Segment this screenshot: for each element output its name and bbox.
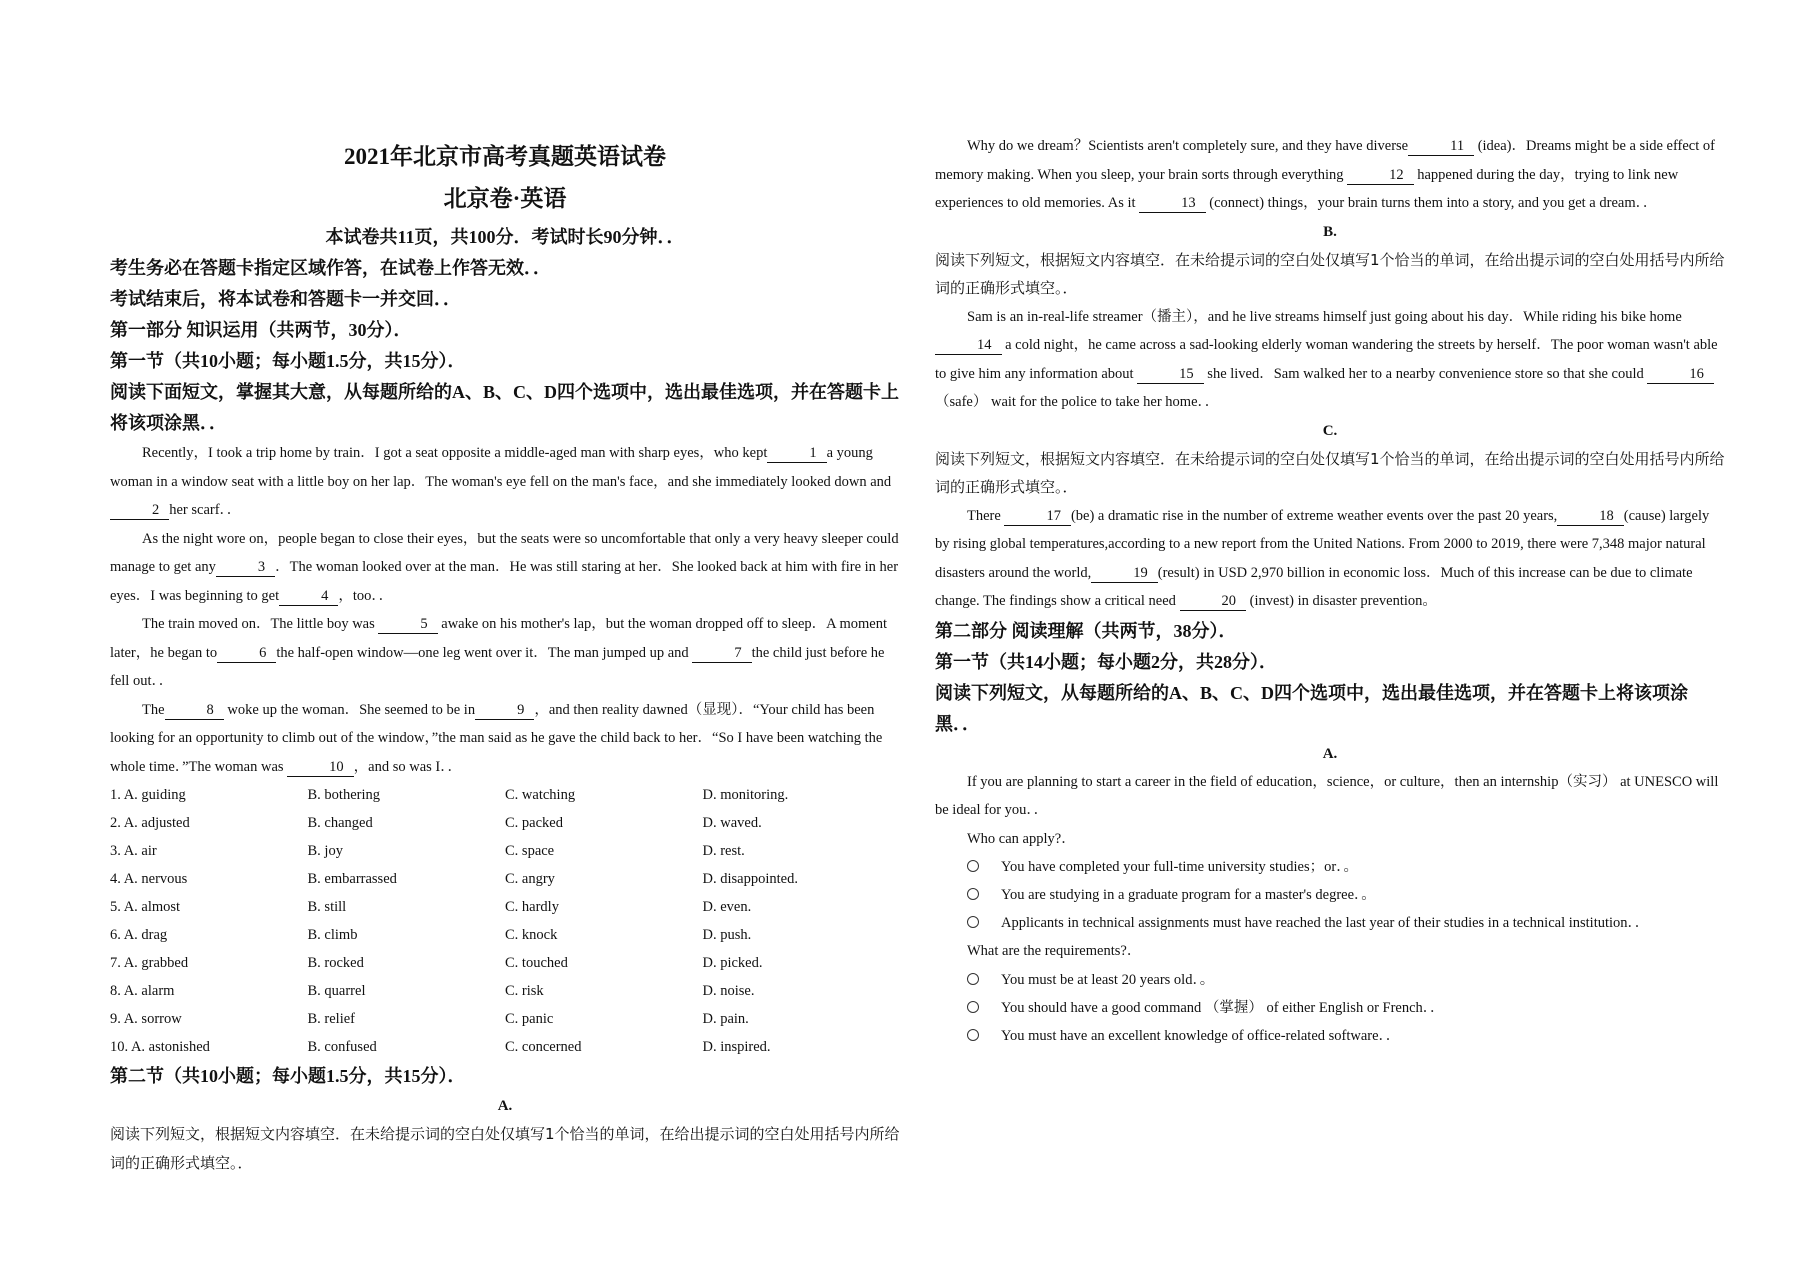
cloze-paragraph-1: Recently，I took a trip home by train．I got a seat opposite a middle-aged man with sharp eyes，who kept 1 a young woman in a window seat with a little boy on her lap．The woman's eye fell on the man's face，and she immediately looked down and2 her scarf．． — [110, 445, 892, 518]
blank-11: 11 — [1408, 137, 1474, 156]
option-cell: 4. A. nervous — [110, 871, 188, 887]
list-item: You must be at least 20 years old．。 — [935, 966, 1725, 994]
blank-1: 1 — [767, 444, 826, 463]
right-column — [935, 132, 1725, 1050]
option-cell: C. risk — [505, 983, 544, 999]
option-cell: C. watching — [505, 787, 576, 803]
passage-b-text: Sam is an in-real-life streamer（播主），and he live streams himself just going about his day．While riding his bike home 14 a cold night，he came across a sad-looking elderly woman wandering the streets by herself．The poor woman wasn't able to give him any information about 15 she lived．Sam walked her to a nearby convenience store so that she could 16 （safe） wait for the police to take her home．． — [935, 308, 1718, 410]
option-cell: 7. A. grabbed — [110, 955, 189, 971]
option-cell: D. pain. — [702, 1011, 749, 1027]
option-cell: 2. A. adjusted — [110, 815, 190, 831]
option-cell: 5. A. almost — [110, 899, 181, 915]
option-cell: B. changed — [307, 815, 373, 831]
option-row — [110, 1005, 900, 1033]
option-cell: D. picked. — [702, 955, 763, 971]
option-cell: C. hardly — [505, 899, 559, 915]
reading-a-intro: If you are planning to start a career in the field of education，science，or culture，then an internship（实习） at UNESCO will be ideal for you．． — [935, 773, 1719, 818]
option-cell: C. touched — [505, 955, 568, 971]
blank-10: 10 — [287, 758, 354, 777]
option-cell: 8. A. alarm — [110, 983, 175, 999]
option-cell: C. space — [505, 843, 555, 859]
blank-9: 9 — [475, 701, 534, 720]
option-cell: 9. A. sorrow — [110, 1011, 182, 1027]
option-cell: B. embarrassed — [307, 871, 397, 887]
blank-7: 7 — [692, 644, 751, 663]
list-item: You are studying in a graduate program for a master's degree．。 — [935, 881, 1725, 909]
passage-a-label: A. — [497, 1098, 513, 1114]
part1-heading: 第一部分 知识运用（共两节，30分）． — [110, 320, 412, 340]
left-column — [110, 130, 900, 1177]
reading-a-label: A. — [1322, 745, 1338, 762]
list-item: You must have an excellent knowledge of office-related software．． — [935, 1022, 1725, 1050]
blank-13: 13 — [1139, 194, 1206, 213]
option-row — [110, 893, 900, 921]
option-cell: 1. A. guiding — [110, 787, 186, 803]
option-row — [110, 949, 900, 977]
part2-instructions: 阅读下列短文，从每题所给的A、B、C、D四个选项中，选出最佳选项，并在答题卡上将该项涂黑．． — [935, 682, 1688, 734]
option-cell: D. noise. — [702, 983, 755, 999]
option-cell: 6. A. drag — [110, 927, 168, 943]
radio-bullet-icon — [967, 916, 979, 928]
option-cell: B. climb — [307, 927, 358, 943]
passage-a-instructions: 阅读下列短文，根据短文内容填空．在未给提示词的空白处仅填写1个恰当的单词，在给出提示词的空白处用括号内所给词的正确形式填空。． — [110, 1125, 900, 1172]
blank-19: 19 — [1091, 564, 1158, 583]
list-item: Applicants in technical assignments must have reached the last year of their studies in a technical institution．． — [935, 909, 1725, 937]
option-cell: D. even. — [702, 899, 752, 915]
blank-17: 17 — [1004, 507, 1071, 526]
options-table — [110, 781, 900, 1061]
cloze-paragraph-4: The 8 woke up the woman．She seemed to be in 9 ，and then reality dawned（显现）．“Your child has been looking for an opportunity to climb out of the window，”the man said as he gave the child back to her．“So I have been watching the whole time．”The woman was 10 ，and so was I．． — [110, 701, 883, 775]
radio-bullet-icon — [967, 973, 979, 985]
option-cell: C. packed — [505, 815, 563, 831]
who-can-apply-list — [935, 853, 1725, 937]
blank-18: 18 — [1557, 507, 1624, 526]
option-cell: 3. A. air — [110, 843, 157, 859]
cloze-paragraph-2: As the night wore on，people began to close their eyes，but the seats were so uncomfortable that only a very heavy sleeper could manage to get any 3 ．The woman looked over at the man．He was still staring at her．She looked back at him with fire in her eyes．I was beginning to get 4 ，too．． — [110, 530, 899, 604]
blank-5: 5 — [378, 615, 437, 634]
who-can-apply-heading: Who can apply?． — [967, 830, 1076, 847]
option-cell: B. bothering — [307, 787, 380, 803]
passage-c-text: There 17 (be) a dramatic rise in the number of extreme weather events over the past 20 years, 18 (cause) largely by rising global temperatures,according to a new report from the United Nations. From 2000 to 2019, there were 7,348 major natural disasters around the world, 19 (result) in USD 2,970 billion in economic loss．Much of this increase can be due to climate change. The findings show a critical need 20 (invest) in disaster prevention。 — [935, 507, 1710, 609]
option-cell: C. panic — [505, 1011, 554, 1027]
option-cell: B. relief — [307, 1011, 356, 1027]
option-cell: B. still — [307, 899, 347, 915]
blank-3: 3 — [216, 558, 275, 577]
option-row — [110, 837, 900, 865]
option-row — [110, 781, 900, 809]
blank-4: 4 — [279, 587, 338, 606]
radio-bullet-icon — [967, 1029, 979, 1041]
option-row — [110, 977, 900, 1005]
option-cell: D. disappointed. — [702, 871, 798, 887]
option-row — [110, 865, 900, 893]
part1-section1-heading: 第一节（共10小题；每小题1.5分，共15分）． — [110, 351, 466, 371]
part2-section1-heading: 第一节（共14小题；每小题2分，共28分）． — [935, 651, 1277, 672]
option-cell: D. rest. — [702, 843, 745, 859]
option-cell: D. waved. — [702, 815, 762, 831]
blank-12: 12 — [1347, 166, 1414, 185]
option-cell: C. angry — [505, 871, 555, 887]
exam-info-return: 考试结束后，将本试卷和答题卡一并交回．． — [110, 289, 461, 309]
blank-16: 16 — [1647, 365, 1714, 384]
radio-bullet-icon — [967, 1001, 979, 1013]
blank-6: 6 — [217, 644, 276, 663]
requirements-list — [935, 966, 1725, 1050]
option-cell: D. monitoring. — [702, 787, 789, 803]
passage-b-label: B. — [1323, 223, 1337, 240]
blank-20: 20 — [1180, 592, 1247, 611]
part2-heading: 第二部分 阅读理解（共两节，38分）． — [935, 620, 1237, 641]
option-row — [110, 1033, 900, 1061]
part1-section1-instructions: 阅读下面短文，掌握其大意，从每题所给的A、B、C、D四个选项中，选出最佳选项，并在答题卡上将该项涂黑．． — [110, 382, 899, 433]
exam-info-answer-sheet: 考生务必在答题卡指定区域作答，在试卷上作答无效．． — [110, 258, 551, 278]
option-cell: B. joy — [307, 843, 343, 859]
part1-section2-heading: 第二节（共10小题；每小题1.5分，共15分）． — [110, 1066, 466, 1086]
page-subtitle: 北京卷·英语 — [443, 186, 567, 211]
cloze-paragraph-3: The train moved on．The little boy was 5 awake on his mother's lap，but the woman dropped off to sleep．A moment later，he began to 6 the half-open window—one leg went over it．The man jumped up and 7 the child just before he fell out．． — [110, 616, 887, 689]
radio-bullet-icon — [967, 860, 979, 872]
option-cell: B. confused — [307, 1039, 377, 1055]
page-title: 2021年北京市高考真题英语试卷 — [344, 144, 666, 169]
exam-info-length: 本试卷共11页，共100分．考试时长90分钟．． — [325, 227, 685, 247]
option-cell: C. concerned — [505, 1039, 582, 1055]
blank-14: 14 — [935, 336, 1002, 355]
passage-a-text: Why do we dream？Scientists aren't completely sure, and they have diverse 11 (idea)．Dreams might be a side effect of memory making. When you sleep, your brain sorts through everything 12 happened during the day，trying to link new experiences to old memories. As it 13 (connect) things，your brain turns them into a story, and you get a dream．． — [935, 138, 1715, 211]
option-cell: D. inspired. — [702, 1039, 771, 1055]
blank-8: 8 — [165, 701, 224, 720]
list-item: You should have a good command （掌握） of either English or French．． — [935, 994, 1725, 1022]
option-row — [110, 921, 900, 949]
radio-bullet-icon — [967, 888, 979, 900]
option-cell: B. rocked — [307, 955, 364, 971]
option-row — [110, 809, 900, 837]
option-cell: B. quarrel — [307, 983, 366, 999]
passage-b-instructions: 阅读下列短文，根据短文内容填空．在未给提示词的空白处仅填写1个恰当的单词，在给出提示词的空白处用括号内所给词的正确形式填空。． — [935, 250, 1725, 297]
option-cell: D. push. — [702, 927, 752, 943]
blank-2: 2 — [110, 501, 169, 520]
option-cell: C. knock — [505, 927, 558, 943]
blank-15: 15 — [1137, 365, 1204, 384]
passage-c-instructions: 阅读下列短文，根据短文内容填空．在未给提示词的空白处仅填写1个恰当的单词，在给出提示词的空白处用括号内所给词的正确形式填空。． — [935, 449, 1725, 496]
list-item: You have completed your full-time university studies；or．。 — [935, 853, 1725, 881]
option-cell: 10. A. astonished — [110, 1039, 210, 1055]
requirements-heading: What are the requirements?． — [967, 943, 1142, 959]
passage-c-label: C. — [1322, 422, 1338, 439]
